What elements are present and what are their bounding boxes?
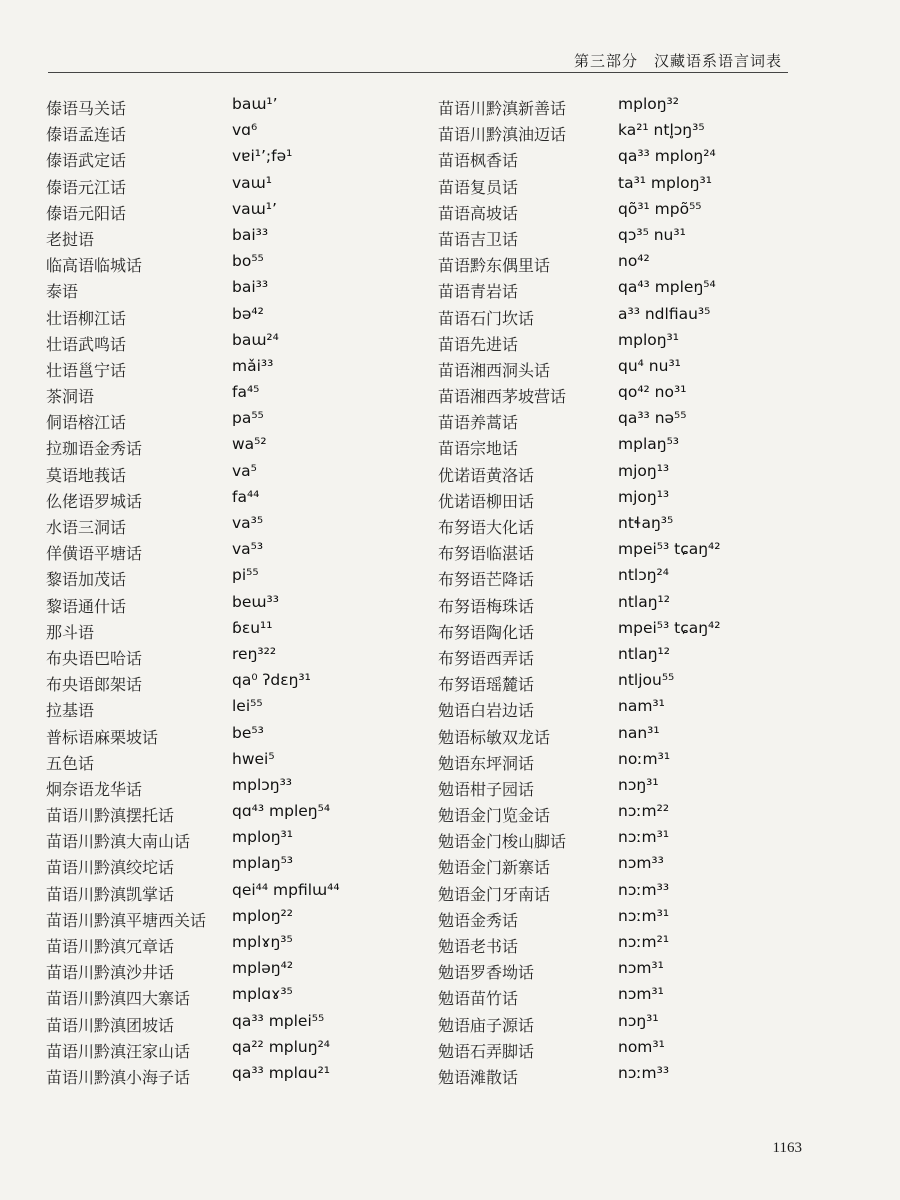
word-entry bbox=[46, 434, 426, 460]
phonetic-form: nɔm³¹ bbox=[618, 959, 664, 978]
phonetic-form: nɔːm³¹ bbox=[618, 828, 670, 847]
word-entry bbox=[438, 330, 818, 356]
phonetic-form: ɓɛu¹¹ bbox=[232, 618, 273, 637]
dialect-name: 布努语西弄话 bbox=[438, 648, 535, 668]
dialect-name: 苗语养蒿话 bbox=[438, 413, 519, 433]
word-entry bbox=[438, 277, 818, 303]
phonetic-form: mplɤŋ³⁵ bbox=[232, 933, 293, 951]
phonetic-form: nɔːm³¹ bbox=[618, 906, 670, 925]
phonetic-form: be⁵³ bbox=[232, 723, 264, 742]
phonetic-form: fa⁴⁴ bbox=[232, 487, 260, 506]
phonetic-form: reŋ³²² bbox=[232, 644, 277, 663]
dialect-name: 苗语川黔滇汪家山话 bbox=[46, 1041, 191, 1061]
dialect-name: 黎语通什话 bbox=[46, 596, 127, 616]
word-entry bbox=[46, 382, 426, 408]
phonetic-form: mjoŋ¹³ bbox=[618, 487, 670, 506]
phonetic-form: nɔŋ³¹ bbox=[618, 775, 659, 794]
dialect-name: 苗语川黔滇新善话 bbox=[438, 99, 567, 118]
word-entry bbox=[46, 199, 426, 225]
dialect-name: 傣语孟连话 bbox=[46, 125, 127, 145]
phonetic-form: qo⁴² no³¹ bbox=[618, 383, 687, 402]
phonetic-form: mpləŋ⁴² bbox=[232, 959, 294, 978]
phonetic-form: mploŋ³¹ bbox=[232, 828, 293, 847]
dialect-name: 苗语湘西茅坡营话 bbox=[438, 387, 567, 407]
dialect-name: 勉语庙子源话 bbox=[438, 1015, 535, 1035]
phonetic-form: bai³³ bbox=[232, 225, 269, 244]
word-entry bbox=[438, 94, 818, 120]
phonetic-form: qa³³ mploŋ²⁴ bbox=[618, 147, 716, 166]
phonetic-form: mplaŋ⁵³ bbox=[232, 854, 293, 873]
dialect-name: 勉语标敏双龙话 bbox=[438, 727, 551, 747]
phonetic-form: no⁴² bbox=[618, 252, 650, 271]
word-entry bbox=[46, 330, 426, 356]
word-entry bbox=[46, 225, 426, 251]
phonetic-form: qa⁰ ʔdɛŋ³¹ bbox=[232, 671, 311, 690]
word-entry bbox=[438, 434, 818, 460]
dialect-name: 苗语川黔滇团坡话 bbox=[46, 1015, 175, 1035]
word-entry bbox=[46, 932, 426, 958]
phonetic-form: qõ³¹ mpõ⁵⁵ bbox=[618, 199, 702, 218]
dialect-name: 苗语川黔滇四大寨话 bbox=[46, 989, 191, 1009]
page-number: 1163 bbox=[772, 1140, 802, 1156]
phonetic-form: qu⁴ nu³¹ bbox=[618, 356, 681, 375]
dialect-name: 勉语柑子园话 bbox=[438, 779, 535, 799]
dialect-name: 布努语瑶麓话 bbox=[438, 675, 535, 695]
phonetic-form: mploŋ³² bbox=[618, 95, 679, 113]
phonetic-form: ntlɔŋ²⁴ bbox=[618, 566, 669, 585]
dialect-name: 苗语川黔滇沙井话 bbox=[46, 963, 175, 983]
word-entry bbox=[46, 827, 426, 853]
word-entry bbox=[46, 146, 426, 172]
word-entry bbox=[46, 644, 426, 670]
word-entry bbox=[46, 277, 426, 303]
word-entry bbox=[438, 696, 818, 722]
word-entry bbox=[46, 618, 426, 644]
dialect-name: 那斗语 bbox=[46, 622, 95, 642]
phonetic-form: a³³ ndlfiau³⁵ bbox=[618, 304, 711, 323]
word-entry bbox=[46, 304, 426, 330]
dialect-name: 茶洞语 bbox=[46, 387, 95, 407]
dialect-name: 布努语梅珠话 bbox=[438, 596, 535, 616]
phonetic-form: pa⁵⁵ bbox=[232, 409, 264, 428]
dialect-name: 仫佬语罗城话 bbox=[46, 491, 143, 511]
dialect-name: 勉语石弄脚话 bbox=[438, 1041, 535, 1061]
word-entry bbox=[46, 696, 426, 722]
word-entry bbox=[438, 199, 818, 225]
dialect-name: 苗语复员话 bbox=[438, 177, 519, 197]
dialect-name: 莫语地莪话 bbox=[46, 465, 127, 485]
dialect-name: 苗语川黔滇小海子话 bbox=[46, 1067, 191, 1087]
phonetic-form: nɔŋ³¹ bbox=[618, 1011, 659, 1030]
phonetic-form: va⁵ bbox=[232, 461, 257, 480]
word-entry bbox=[438, 304, 818, 330]
dialect-name: 勉语苗竹话 bbox=[438, 989, 519, 1009]
phonetic-form: mploŋ²² bbox=[232, 906, 293, 925]
dialect-name: 苗语川黔滇冗章话 bbox=[46, 937, 175, 956]
dialect-name: 炯奈语龙华话 bbox=[46, 779, 143, 799]
dialect-name: 水语三洞话 bbox=[46, 518, 127, 537]
phonetic-form: qa²² mpluŋ²⁴ bbox=[232, 1037, 331, 1056]
phonetic-form: wa⁵² bbox=[232, 435, 267, 454]
phonetic-form: bo⁵⁵ bbox=[232, 252, 264, 271]
word-entry bbox=[46, 1011, 426, 1037]
phonetic-form: bə⁴² bbox=[232, 304, 264, 323]
phonetic-form: qɔ³⁵ nu³¹ bbox=[618, 225, 686, 244]
phonetic-form: qa³³ mplei⁵⁵ bbox=[232, 1011, 325, 1030]
dialect-name: 优诺语柳田话 bbox=[438, 491, 535, 511]
word-entry bbox=[46, 670, 426, 696]
word-entry bbox=[438, 906, 818, 932]
phonetic-form: va³⁵ bbox=[232, 514, 264, 532]
phonetic-form: mpei⁵³ tɕaŋ⁴² bbox=[618, 618, 721, 637]
phonetic-form: vɐi¹’;fə¹ bbox=[232, 147, 293, 166]
dialect-name: 勉语金门览金话 bbox=[438, 806, 551, 826]
word-entry bbox=[46, 487, 426, 513]
dialect-name: 苗语吉卫话 bbox=[438, 229, 519, 249]
word-entry bbox=[438, 984, 818, 1010]
word-entry bbox=[46, 356, 426, 382]
dialect-name: 壮语武鸣话 bbox=[46, 334, 127, 354]
word-entry bbox=[438, 958, 818, 984]
word-entry bbox=[46, 408, 426, 434]
dialect-name: 苗语石门坎话 bbox=[438, 308, 535, 328]
word-entry bbox=[46, 880, 426, 906]
dialect-name: 苗语川黔滇大南山话 bbox=[46, 832, 191, 852]
phonetic-form: mploŋ³¹ bbox=[618, 330, 679, 349]
word-entry bbox=[438, 670, 818, 696]
word-entry bbox=[438, 408, 818, 434]
dialect-name: 勉语金秀话 bbox=[438, 910, 519, 930]
phonetic-form: fa⁴⁵ bbox=[232, 383, 260, 402]
word-entry bbox=[46, 592, 426, 618]
word-entry bbox=[46, 461, 426, 487]
word-entry bbox=[438, 1037, 818, 1063]
phonetic-form: vɑ⁶ bbox=[232, 121, 258, 140]
phonetic-form: pi⁵⁵ bbox=[232, 566, 259, 585]
dialect-name: 苗语先进话 bbox=[438, 334, 519, 354]
word-entry bbox=[438, 225, 818, 251]
word-entry bbox=[438, 644, 818, 670]
phonetic-form: mjoŋ¹³ bbox=[618, 461, 670, 480]
phonetic-form: vaɯ¹ bbox=[232, 173, 272, 192]
phonetic-form: ntlaŋ¹² bbox=[618, 644, 670, 663]
left-column bbox=[46, 94, 426, 1089]
word-entry bbox=[46, 749, 426, 775]
dialect-name: 优诺语黄洛话 bbox=[438, 465, 535, 485]
dialect-name: 布努语大化话 bbox=[438, 518, 535, 537]
word-entry bbox=[438, 251, 818, 277]
dialect-name: 傣语马关话 bbox=[46, 99, 127, 118]
phonetic-form: nɔm³³ bbox=[618, 854, 664, 873]
word-entry bbox=[46, 958, 426, 984]
dialect-name: 普标语麻栗坡话 bbox=[46, 727, 159, 747]
word-entry bbox=[438, 146, 818, 172]
phonetic-form: nɔm³¹ bbox=[618, 985, 664, 1004]
dialect-name: 黎语加茂话 bbox=[46, 570, 127, 590]
dialect-name: 壮语邕宁话 bbox=[46, 360, 127, 380]
word-entry bbox=[438, 1011, 818, 1037]
phonetic-form: ntljou⁵⁵ bbox=[618, 671, 675, 690]
dialect-name: 勉语老书话 bbox=[438, 937, 519, 956]
dialect-name: 傣语元阳话 bbox=[46, 203, 127, 223]
phonetic-form: mplaŋ⁵³ bbox=[618, 435, 679, 454]
word-entry bbox=[438, 853, 818, 879]
word-entry bbox=[46, 1063, 426, 1089]
dialect-name: 傣语武定话 bbox=[46, 151, 127, 171]
phonetic-form: hwei⁵ bbox=[232, 749, 275, 768]
dialect-name: 布努语临湛话 bbox=[438, 544, 535, 564]
dialect-name: 苗语川黔滇摆托话 bbox=[46, 806, 175, 826]
word-entry bbox=[438, 618, 818, 644]
phonetic-form: ka²¹ ntl̥ɔŋ³⁵ bbox=[618, 121, 705, 140]
word-entry bbox=[438, 749, 818, 775]
dialect-name: 侗语榕江话 bbox=[46, 413, 127, 433]
dialect-name: 临高语临城话 bbox=[46, 256, 143, 276]
phonetic-form: nɔːm³³ bbox=[618, 1063, 670, 1082]
dialect-name: 勉语东坪洞话 bbox=[438, 753, 535, 773]
dialect-name: 勉语滩散话 bbox=[438, 1067, 519, 1087]
dialect-name: 苗语枫香话 bbox=[438, 151, 519, 171]
phonetic-form: mǎi³³ bbox=[232, 356, 274, 375]
phonetic-form: nom³¹ bbox=[618, 1037, 665, 1056]
word-entry bbox=[46, 906, 426, 932]
word-entry bbox=[438, 1063, 818, 1089]
word-entry bbox=[46, 775, 426, 801]
dialect-name: 泰语 bbox=[46, 282, 79, 302]
word-entry bbox=[46, 801, 426, 827]
phonetic-form: mplɔŋ³³ bbox=[232, 775, 293, 794]
dialect-name: 勉语金门梭山脚话 bbox=[438, 832, 567, 852]
phonetic-form: qa³³ mplɑu²¹ bbox=[232, 1063, 331, 1082]
dialect-name: 勉语金门新寨话 bbox=[438, 858, 551, 878]
dialect-name: 布努语陶化话 bbox=[438, 622, 535, 642]
word-entry bbox=[438, 173, 818, 199]
phonetic-form: ntɬaŋ³⁵ bbox=[618, 514, 674, 532]
dialect-name: 苗语川黔滇凯掌话 bbox=[46, 884, 175, 904]
word-entry bbox=[438, 461, 818, 487]
dialect-name: 苗语川黔滇绞坨话 bbox=[46, 858, 175, 878]
word-entry bbox=[438, 880, 818, 906]
word-entry bbox=[46, 251, 426, 277]
phonetic-form: qɑ⁴³ mpleŋ⁵⁴ bbox=[232, 802, 331, 821]
phonetic-form: nam³¹ bbox=[618, 697, 665, 716]
word-entry bbox=[46, 853, 426, 879]
dialect-name: 苗语湘西洞头话 bbox=[438, 360, 551, 380]
dialect-name: 傣语元江话 bbox=[46, 177, 127, 197]
phonetic-form: beɯ³³ bbox=[232, 592, 279, 611]
dialect-name: 苗语川黔滇油迈话 bbox=[438, 125, 567, 145]
dialect-name: 老挝语 bbox=[46, 229, 95, 249]
right-column bbox=[438, 94, 818, 1089]
phonetic-form: qa³³ nə⁵⁵ bbox=[618, 409, 687, 428]
word-entry bbox=[438, 382, 818, 408]
phonetic-form: nɔːm³³ bbox=[618, 880, 670, 899]
word-entry bbox=[438, 932, 818, 958]
word-entry bbox=[438, 487, 818, 513]
dialect-name: 苗语青岩话 bbox=[438, 282, 519, 302]
phonetic-form: bai³³ bbox=[232, 278, 269, 297]
word-entry bbox=[438, 513, 818, 539]
dialect-name: 苗语川黔滇平塘西关话 bbox=[46, 910, 207, 930]
word-entry bbox=[438, 565, 818, 591]
phonetic-form: qa⁴³ mpleŋ⁵⁴ bbox=[618, 278, 716, 297]
word-entry bbox=[438, 539, 818, 565]
word-entry bbox=[438, 801, 818, 827]
phonetic-form: noːm³¹ bbox=[618, 749, 671, 768]
dialect-name: 布央语巴哈话 bbox=[46, 648, 143, 668]
phonetic-form: lei⁵⁵ bbox=[232, 697, 263, 716]
phonetic-form: nɔːm²² bbox=[618, 802, 670, 821]
phonetic-form: nan³¹ bbox=[618, 723, 660, 742]
phonetic-form: ntlaŋ¹² bbox=[618, 592, 670, 611]
word-entry bbox=[46, 94, 426, 120]
word-entry bbox=[46, 1037, 426, 1063]
dialect-name: 拉基语 bbox=[46, 701, 95, 721]
header-rule bbox=[48, 72, 788, 73]
word-entry bbox=[46, 565, 426, 591]
phonetic-form: baɯ²⁴ bbox=[232, 330, 279, 349]
dialect-name: 勉语白岩边话 bbox=[438, 701, 535, 721]
phonetic-form: qei⁴⁴ mpfilɯ⁴⁴ bbox=[232, 880, 340, 899]
phonetic-form: nɔːm²¹ bbox=[618, 933, 670, 951]
dialect-name: 佯僙语平塘话 bbox=[46, 544, 143, 564]
word-entry bbox=[438, 775, 818, 801]
phonetic-form: ta³¹ mploŋ³¹ bbox=[618, 173, 712, 192]
page-header-title: 第三部分 汉藏语系语言词表 bbox=[573, 52, 782, 70]
word-entry bbox=[46, 120, 426, 146]
dialect-name: 勉语金门牙南话 bbox=[438, 884, 551, 904]
dialect-name: 苗语高坡话 bbox=[438, 203, 519, 223]
word-entry bbox=[46, 173, 426, 199]
phonetic-form: baɯ¹’ bbox=[232, 95, 278, 113]
dialect-name: 苗语宗地话 bbox=[438, 439, 519, 459]
phonetic-form: va⁵³ bbox=[232, 540, 264, 559]
phonetic-form: mpei⁵³ tɕaŋ⁴² bbox=[618, 540, 721, 559]
word-entry bbox=[46, 723, 426, 749]
dialect-name: 苗语黔东偶里话 bbox=[438, 256, 551, 276]
word-entry bbox=[46, 539, 426, 565]
word-entry bbox=[46, 984, 426, 1010]
word-entry bbox=[46, 513, 426, 539]
word-entry bbox=[438, 723, 818, 749]
word-entry bbox=[438, 120, 818, 146]
phonetic-form: vaɯ¹’ bbox=[232, 199, 277, 218]
dialect-name: 壮语柳江话 bbox=[46, 308, 127, 328]
dialect-name: 拉珈语金秀话 bbox=[46, 439, 143, 459]
phonetic-form: mplɑɤ³⁵ bbox=[232, 985, 293, 1004]
word-entry bbox=[438, 356, 818, 382]
dialect-name: 五色话 bbox=[46, 753, 95, 773]
dialect-name: 勉语罗香坳话 bbox=[438, 963, 535, 983]
dialect-name: 布央语郎架话 bbox=[46, 675, 143, 695]
dialect-name: 布努语芒降话 bbox=[438, 570, 535, 590]
word-entry bbox=[438, 827, 818, 853]
word-entry bbox=[438, 592, 818, 618]
